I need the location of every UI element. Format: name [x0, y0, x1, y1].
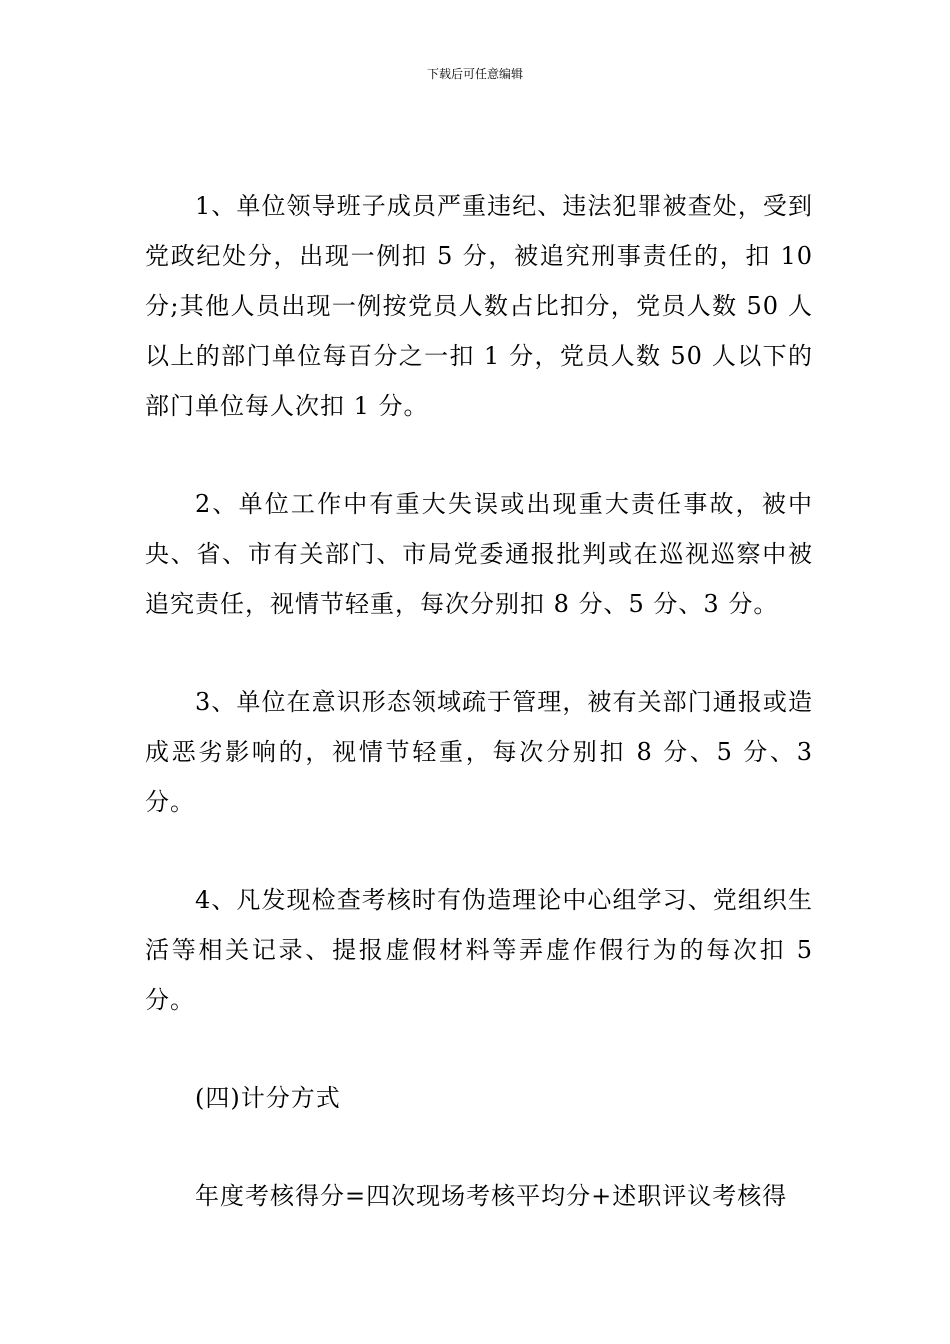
paragraph-scoring-formula: 年度考核得分=四次现场考核平均分+述职评议考核得: [195, 1182, 788, 1210]
paragraph-item-3: 3、单位在意识形态领域疏于管理，被有关部门通报或造成恶劣影响的，视情节轻重，每次分别扣 8 分、5 分、3 分。: [145, 688, 813, 816]
paragraph-item-1: 1、单位领导班子成员严重违纪、违法犯罪被查处，受到党政纪处分，出现一例扣 5 分，被追究刑事责任的，扣 10 分;其他人员出现一例按党员人数占比扣分，党员人数 50 人以上的部门单位每百分之一扣 1 分，党员人数 50 人以下的部门单位每人次扣 1 分。: [145, 192, 813, 420]
paragraph-item-4: 4、凡发现检查考核时有伪造理论中心组学习、党组织生活等相关记录、提报虚假材料等弄虚作假行为的每次扣 5 分。: [145, 886, 813, 1014]
document-body: [145, 181, 813, 1221]
paragraph-item-2: 2、单位工作中有重大失误或出现重大责任事故，被中央、省、市有关部门、市局党委通报批判或在巡视巡察中被追究责任，视情节轻重，每次分别扣 8 分、5 分、3 分。: [145, 490, 813, 618]
page-header: 下载后可任意编辑: [426, 67, 523, 81]
section-heading-scoring: (四)计分方式: [195, 1084, 341, 1112]
